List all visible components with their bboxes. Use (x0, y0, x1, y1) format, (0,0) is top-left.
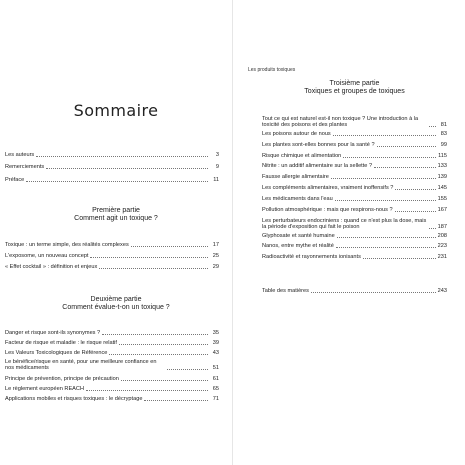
toc-entry-page: 99 (440, 142, 447, 148)
toc-entry-label: Facteur de risque et maladie : le risque relatif (5, 340, 117, 346)
toc-entry-page: 35 (212, 330, 219, 336)
toc-entry[interactable] (262, 218, 447, 231)
toc-entry[interactable] (5, 264, 219, 270)
toc-entry[interactable] (5, 242, 219, 248)
dot-leader (102, 334, 208, 335)
toc-entry-page: 39 (212, 340, 219, 346)
dot-leader (311, 292, 436, 293)
toc-entry[interactable] (262, 233, 447, 239)
toc-entry-label: Les Valeurs Toxicologiques de Référence (5, 350, 108, 356)
part3-heading-block (262, 80, 447, 96)
part2-toc (5, 330, 219, 440)
dot-leader (121, 380, 208, 381)
toc-entry-label: Remerciements (5, 164, 45, 170)
dot-leader (395, 189, 435, 190)
part1-heading-block (0, 207, 232, 223)
part3-toc (262, 116, 447, 306)
left-page (0, 0, 232, 465)
dot-leader (86, 390, 208, 391)
toc-entry-page: 11 (213, 177, 219, 183)
part-subtitle: Comment évalue-t-on un toxique ? (62, 304, 170, 311)
part-heading: Troisième partie (329, 80, 380, 87)
toc-entry-label: Le règlement européen REACH (5, 386, 84, 392)
dot-leader (119, 344, 208, 345)
toc-entry[interactable] (5, 359, 219, 372)
dot-leader (331, 178, 436, 179)
toc-entry-label: Les médicaments dans l'eau (262, 196, 333, 202)
part1-toc (5, 242, 219, 272)
toc-entry[interactable] (262, 163, 447, 169)
toc-entry-page: 139 (437, 174, 447, 180)
toc-entry-page: 65 (212, 386, 219, 392)
toc-entry-label: « Effet cocktail » : définition et enjeux (5, 264, 98, 270)
toc-entry[interactable] (5, 396, 219, 402)
toc-entry[interactable] (262, 142, 447, 148)
toc-entry-label: Principe de prévention, principe de précaution (5, 376, 119, 382)
dot-leader (377, 146, 436, 147)
toc-entry-label: Les poisons autour de nous (262, 131, 331, 137)
dot-leader (36, 156, 208, 157)
dot-leader (167, 369, 208, 370)
toc-entry-label: L'exposome, un nouveau concept (5, 253, 89, 259)
toc-entry-label: Le bénéfice/risque en santé, pour une meilleure confiance en nos médicaments (5, 359, 157, 372)
toc-entry[interactable] (5, 152, 219, 158)
toc-entry-label: Radioactivité et rayonnements ionisants (262, 254, 361, 260)
toc-entry[interactable] (262, 116, 447, 129)
toc-entry-label: Danger et risque sont-ils synonymes ? (5, 330, 101, 336)
toc-entry-label: Préface (5, 177, 25, 183)
page-title: Sommaire (73, 101, 159, 120)
dot-leader (90, 257, 208, 258)
toc-entry-label: Nanos, entre mythe et réalité (262, 243, 334, 249)
toc-entry-page: 3 (215, 152, 219, 158)
dot-leader (429, 228, 436, 229)
toc-entry-label: Toxique : un terme simple, des réalités complexes (5, 242, 129, 248)
toc-entry-page: 29 (212, 264, 219, 270)
dot-leader (429, 126, 436, 127)
toc-entry[interactable] (262, 153, 447, 159)
toc-entry-label: Les compléments alimentaires, vraiment inoffensifs ? (262, 185, 394, 191)
dot-leader (343, 157, 436, 158)
dot-leader (395, 211, 436, 212)
part2-heading-block (0, 296, 232, 312)
toc-entry-label: Table des matières (262, 288, 309, 294)
dot-leader (99, 268, 208, 269)
toc-entry-label: Les plantes sont-elles bonnes pour la santé ? (262, 142, 375, 148)
toc-entry-label: Les perturbateurs endocriniens : quand ce n'est plus la dose, mais la période d'exposition qui fait le poison (262, 218, 427, 231)
front-matter-list (5, 152, 219, 192)
dot-leader (363, 258, 436, 259)
toc-entry-page: 208 (437, 233, 447, 239)
toc-entry-page: 145 (437, 185, 447, 191)
dot-leader (26, 181, 208, 182)
toc-entry[interactable] (5, 376, 219, 382)
toc-entry-page: 133 (437, 163, 447, 169)
toc-entry-page: 71 (212, 396, 219, 402)
toc-entry-page: 83 (440, 131, 447, 137)
toc-entry-label: Fausse allergie alimentaire (262, 174, 329, 180)
toc-entry-page: 9 (215, 164, 219, 170)
toc-entry[interactable] (262, 185, 447, 191)
toc-entry-page: 25 (212, 253, 219, 259)
toc-entry-page: 167 (437, 207, 447, 213)
dot-leader (109, 354, 208, 355)
toc-entry[interactable] (262, 243, 447, 249)
dot-leader (333, 135, 436, 136)
toc-entry-page: 243 (437, 288, 447, 294)
toc-entry-label: Risque chimique et alimentation (262, 153, 342, 159)
toc-entry-page: 43 (212, 350, 219, 356)
toc-entry[interactable] (262, 196, 447, 202)
toc-entry-page: 51 (212, 365, 219, 372)
toc-entry[interactable] (5, 386, 219, 392)
toc-entry-page: 115 (438, 153, 447, 159)
toc-entry[interactable] (5, 350, 219, 356)
toc-entry-label: Pollution atmosphérique : mais que respirons-nous ? (262, 207, 393, 213)
toc-entry-label: Glyphosate et santé humaine (262, 233, 335, 239)
toc-entry-page: 223 (437, 243, 447, 249)
dot-leader (131, 246, 208, 247)
toc-entry[interactable] (5, 253, 219, 259)
toc-entry[interactable] (5, 330, 219, 336)
part-subtitle: Toxiques et groupes de toxiques (304, 88, 405, 95)
toc-entry[interactable] (5, 177, 219, 183)
dot-leader (46, 168, 208, 169)
toc-entry-page: 155 (437, 196, 447, 202)
dot-leader (144, 400, 208, 401)
toc-entry-label: Les auteurs (5, 152, 35, 158)
toc-entry-page: 81 (440, 122, 447, 129)
part-heading: Deuxième partie (90, 296, 142, 303)
part-heading: Première partie (92, 207, 140, 214)
toc-entry-page: 187 (437, 224, 447, 231)
part-subtitle: Comment agit un toxique ? (74, 215, 158, 222)
toc-entry-page: 17 (212, 242, 219, 248)
dot-leader (374, 167, 436, 168)
toc-entry[interactable] (262, 254, 447, 260)
toc-entry-page: 61 (212, 376, 219, 382)
toc-entry[interactable] (5, 340, 219, 346)
toc-entry-page: 231 (437, 254, 447, 260)
toc-entry[interactable] (262, 174, 447, 180)
toc-entry[interactable] (262, 131, 447, 137)
running-head: Les produits toxiques (248, 67, 296, 73)
toc-entry[interactable] (5, 164, 219, 170)
dot-leader (337, 237, 436, 238)
toc-entry-label: Nitrite : un additif alimentaire sur la sellette ? (262, 163, 373, 169)
dot-leader (335, 200, 436, 201)
toc-entry[interactable] (262, 288, 447, 294)
toc-entry[interactable] (262, 207, 447, 213)
dot-leader (336, 247, 436, 248)
toc-entry-label: Tout ce qui est naturel est-il non toxique ? Une introduction à la toxicité des poisons et des plantes (262, 116, 419, 129)
toc-entry-label: Applications mobiles et risques toxiques : le décryptage (5, 396, 143, 402)
